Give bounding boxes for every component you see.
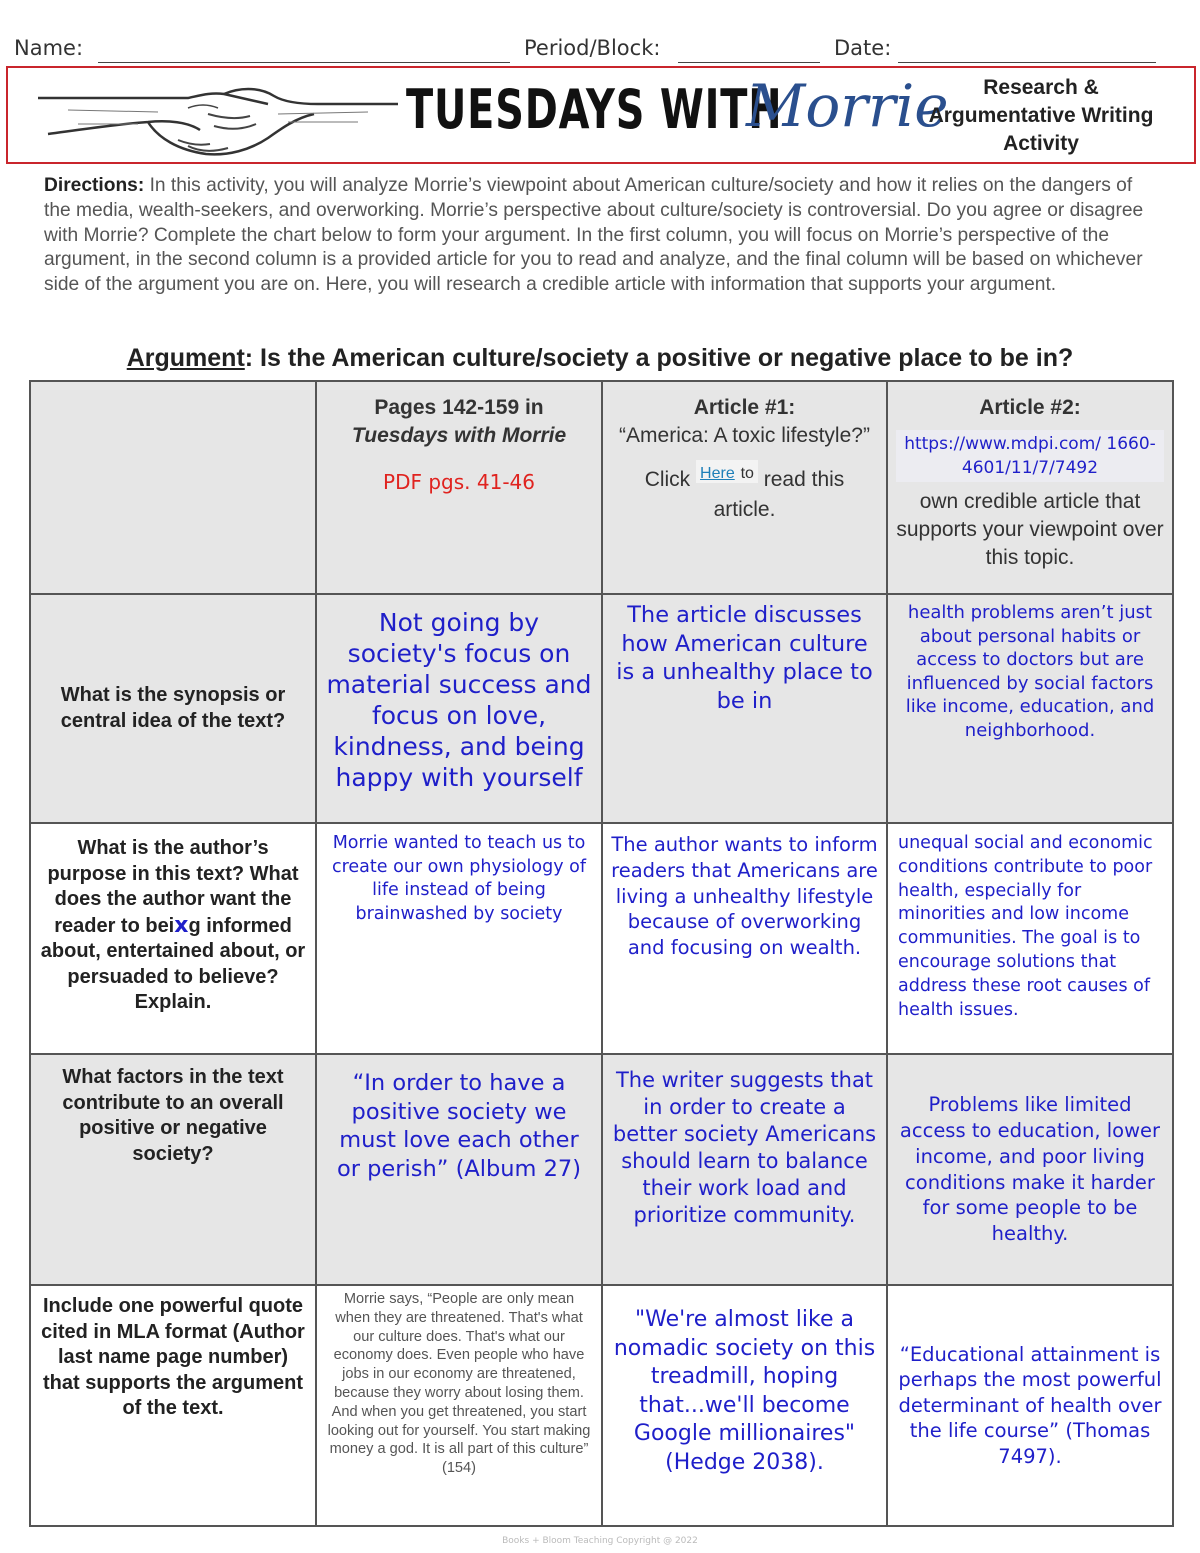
book-answer[interactable]: “In order to have a positive society we must love each other or perish” (Album 27): [316, 1054, 602, 1285]
article2-answer[interactable]: health problems aren’t just about personal habits or access to doctors but are influenced by social factors like income, education, and neighborhood.: [887, 594, 1173, 823]
header-article1-cell: [602, 381, 887, 594]
click-label: Click: [644, 468, 691, 491]
table-row: [30, 1285, 1173, 1526]
article2-answer[interactable]: “Educational attainment is perhaps the most powerful determinant of health over the life course” (Thomas 7497).: [887, 1285, 1173, 1526]
article1-answer[interactable]: The writer suggests that in order to create a better society Americans should learn to balance their work load and prioritize community.: [602, 1054, 887, 1285]
period-field[interactable]: [678, 62, 820, 63]
student-info-line: [14, 36, 1184, 66]
header-book-cell: [316, 381, 602, 594]
table-row: [30, 594, 1173, 823]
article1-answer[interactable]: The article discusses how American culture is a unhealthy place to be in: [602, 594, 887, 823]
strike-mark: x: [174, 912, 189, 938]
article1-answer[interactable]: "We're almost like a nomadic society on this treadmill, hoping that...we'll become Google millionaires" (Hedge 2038).: [602, 1285, 887, 1526]
period-label: Period/Block:: [524, 36, 661, 60]
name-label: Name:: [14, 36, 84, 60]
pdf-pages: PDF pgs. 41-46: [383, 470, 535, 494]
to-label: to: [740, 465, 754, 482]
book-pages-title: Pages 142-159 in: [374, 396, 544, 419]
header-row: [30, 381, 1173, 594]
here-link[interactable]: Here: [700, 465, 735, 482]
article2-answer[interactable]: unequal social and economic conditions contribute to poor health, especially for minorities and low income communities. The goal is to encourage solutions that address these root causes of health issues.: [887, 823, 1173, 1054]
title-tuesdays-with: TUESDAYS WITH: [406, 78, 783, 141]
article2-link[interactable]: https://www.mdpi.com/ 1660-4601/11/7/7492: [896, 430, 1164, 482]
title-banner: [6, 66, 1196, 164]
article2-title: Article #2:: [979, 396, 1081, 419]
read-article-label: read this article.: [713, 468, 845, 521]
banner-subtitle: Research & Argumentative Writing Activity: [928, 76, 1154, 155]
date-label: Date:: [834, 36, 892, 60]
handshake-illustration: [38, 74, 398, 158]
article2-answer[interactable]: Problems like limited access to education, lower income, and poor living conditions make it harder for some people to be healthy.: [887, 1054, 1173, 1285]
argument-chart: [29, 380, 1174, 1527]
directions-label: Directions:: [44, 175, 145, 196]
name-field[interactable]: [98, 62, 510, 63]
argument-heading: [0, 344, 1200, 373]
table-row: [30, 1054, 1173, 1285]
header-article2-cell: [887, 381, 1173, 594]
directions-text: In this activity, you will analyze Morrie’s viewpoint about American culture/society and how it relies on the dangers of the media, wealth-seekers, and overworking. Morrie’s perspective about culture/society is controversial. Do you agree or disagree with Morrie? Complete the chart below to form your argument. In the first column, you will focus on Morrie’s perspective of the argument, in the second column is a provided article for you to read and analyze, and the final column will be based on whichever side of the argument you are on. Here, you will research a credible article with information that supports your argument.: [44, 175, 1144, 296]
book-answer[interactable]: Morrie wanted to teach us to create our own physiology of life instead of being brainwashed by society: [316, 823, 602, 1054]
copyright-footer: Books + Bloom Teaching Copyright @ 2022: [502, 1536, 698, 1546]
row-question: What is the author’s purpose in this text? What does the author want the reader to beixg informed about, entertained about, or persuaded to believe? Explain.: [30, 823, 316, 1054]
article2-instructions: own credible article that supports your viewpoint over this topic.: [896, 490, 1164, 569]
article1-title: Article #1:: [693, 396, 796, 419]
row-question: What is the synopsis or central idea of the text?: [30, 594, 316, 823]
article1-name: “America: A toxic lifestyle?”: [619, 424, 870, 447]
argument-label: Argument: [126, 344, 245, 372]
book-answer[interactable]: Not going by society's focus on material success and focus on love, kindness, and being happy with yourself: [316, 594, 602, 823]
article1-answer[interactable]: The author wants to inform readers that Americans are living a unhealthy lifestyle because of overworking and focusing on wealth.: [602, 823, 887, 1054]
row-question: What factors in the text contribute to an overall positive or negative society?: [30, 1054, 316, 1285]
title-morrie: Morrie: [746, 72, 949, 140]
book-title: Tuesdays with Morrie: [351, 424, 567, 447]
book-answer[interactable]: Morrie says, “People are only mean when they are threatened. That's what our culture does. That's what our economy does. Even people who have jobs in our economy are threatened, because they worry about losing them. And when you get threatened, you start looking out for yourself. You start making money a god. It is all part of this culture” (154): [316, 1285, 602, 1526]
row-question: Include one powerful quote cited in MLA format (Author last name page number) that supports the argument of the text.: [30, 1285, 316, 1526]
header-empty-cell: [30, 381, 316, 594]
date-field[interactable]: [898, 62, 1156, 63]
argument-question: : Is the American culture/society a positive or negative place to be in?: [244, 344, 1074, 372]
table-row: [30, 823, 1173, 1054]
directions-paragraph: [44, 174, 1156, 298]
